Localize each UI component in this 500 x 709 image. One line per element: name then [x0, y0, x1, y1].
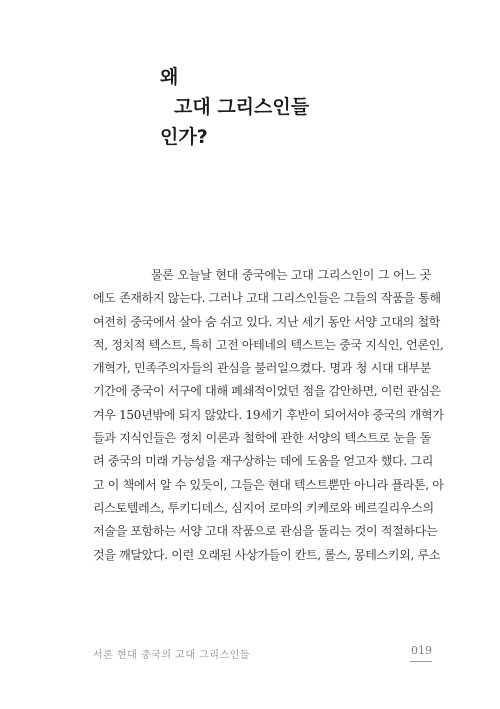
body-line: 개혁가, 민족주의자들의 관심을 불러일으켰다. 명과 청 시대 대부분 — [93, 361, 431, 376]
chapter-title-line-3: 인가? — [160, 126, 208, 148]
body-line: 여전히 중국에서 살아 숨 쉬고 있다. 지난 세기 동안 서양 고대의 철학 — [93, 314, 441, 329]
body-line: 것을 깨달았다. 이런 오래된 사상가들이 칸트, 롤스, 몽테스키외, 루소 — [93, 547, 441, 562]
body-line: 리스토텔레스, 투키디데스, 심지어 로마의 키케로와 베르길리우스의 — [93, 500, 434, 515]
body-line: 저술을 포함하는 서양 고대 작품으로 관심을 돌리는 것이 적절하다는 — [93, 524, 438, 539]
body-line: 기간에 중국이 서구에 대해 폐쇄적이었던 점을 감안하면, 이런 관심은 — [93, 384, 441, 399]
page-number-rule — [410, 661, 432, 662]
body-line: 겨우 150년밖에 되지 않았다. 19세기 후반이 되어서야 중국의 개혁가 — [93, 407, 444, 422]
body-line: 들과 지식인들은 정치 이론과 철학에 관한 서양의 텍스트로 눈을 돌 — [93, 431, 431, 446]
page-number: 019 — [411, 644, 432, 657]
chapter-title-line-2: 고대 그리스인들 — [174, 96, 310, 118]
body-line: 려 중국의 미래 가능성을 재구상하는 데에 도움을 얻고자 했다. 그리 — [93, 454, 434, 469]
chapter-title-line-1: 왜 — [160, 66, 179, 88]
body-line: 물론 오늘날 현대 중국에는 고대 그리스인이 그 어느 곳 — [151, 268, 431, 282]
chapter-title — [160, 62, 440, 152]
body-text — [93, 264, 444, 567]
body-line: 에도 존재하지 않는다. 그러나 고대 그리스인들은 그들의 작품을 통해 — [93, 291, 441, 306]
body-line: 적, 정치적 텍스트, 특히 고전 아테네의 텍스트는 중국 지식인, 언론인, — [93, 337, 444, 352]
body-line: 고 이 책에서 알 수 있듯이, 그들은 현대 텍스트뿐만 아니라 플라톤, 아 — [93, 477, 444, 492]
running-head: 서론 현대 중국의 고대 그리스인들 — [93, 650, 250, 661]
